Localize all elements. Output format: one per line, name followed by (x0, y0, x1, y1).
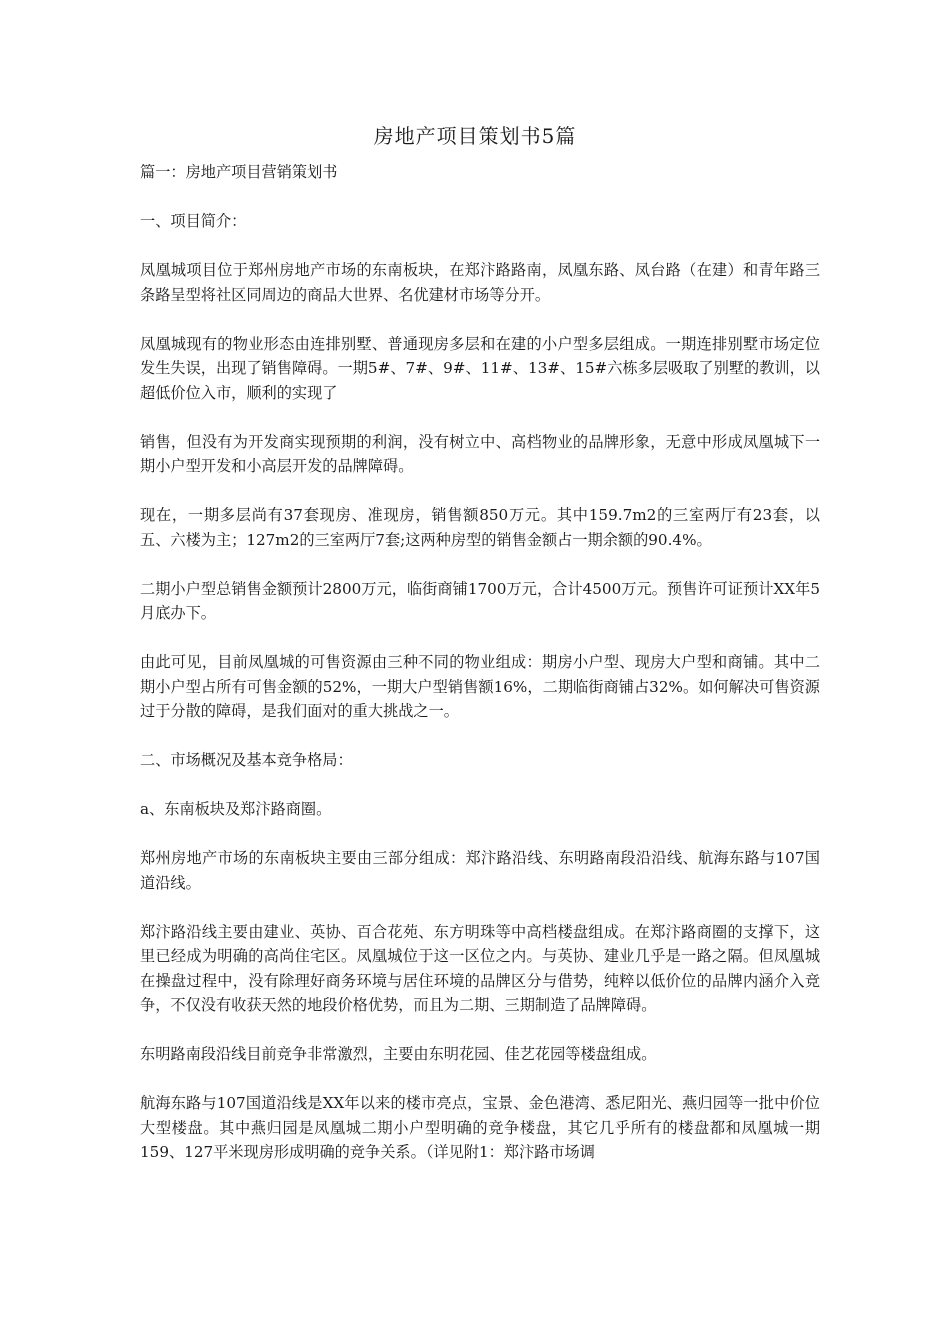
paragraph-zhengbian-road: 郑汴路沿线主要由建业、英协、百合花苑、东方明珠等中高档楼盘组成。在郑汴路商圈的支撑下，这里已经成为明确的高尚住宅区。凤凰城位于这一区位之内。与英协、建业几乎是一路之隔。但凤凰城在操盘过程中，没有除理好商务环境与居住环境的品牌区分与借势，纯粹以低价位的品牌内涵介入竞争，不仅没有收获天然的地段价格优势，而且为二期、三期制造了品牌障碍。 (140, 922, 820, 1014)
paragraph-phase-two: 二期小户型总销售金额预计2800万元，临街商铺1700万元，合计4500万元。预售许可证预计XX年5月底办下。 (140, 579, 820, 622)
paragraph-dongming-road: 东明路南段沿线目前竞争非常激烈，主要由东明花园、佳艺花园等楼盘组成。 (140, 1045, 657, 1063)
paragraph-sector-composition: 郑州房地产市场的东南板块主要由三部分组成：郑汴路沿线、东明路南段沿沿线、航海东路与107国道沿线。 (140, 849, 820, 892)
section-title-part-one: 篇一：房地产项目营销策划书 (140, 163, 338, 181)
paragraph-location: 凤凰城项目位于郑州房地产市场的东南板块，在郑汴路路南，凤凰东路、凤台路（在建）和青年路三条路呈型将社区同周边的商品大世界、名优建材市场等分开。 (140, 261, 820, 304)
paragraph-property-types: 凤凰城现有的物业形态由连排别墅、普通现房多层和在建的小户型多层组成。一期连排别墅市场定位发生失误，出现了销售障碍。一期5#、7#、9#、11#、13#、15#六栋多层吸取了别墅的教训，以超低价位入市，顺利的实现了 (140, 334, 820, 402)
paragraph-current-inventory: 现在，一期多层尚有37套现房、准现房，销售额850万元。其中159.7m2的三室两厅有23套，以五、六楼为主；127m2的三室两厅7套;这两种房型的销售金额占一期余额的90.4%。 (140, 506, 820, 549)
heading-market-overview: 二、市场概况及基本竞争格局： (140, 751, 353, 769)
paragraph-sales-result: 销售，但没有为开发商实现预期的利润，没有树立中、高档物业的品牌形象，无意中形成凤凰城下一期小户型开发和小高层开发的品牌障碍。 (140, 432, 820, 475)
paragraph-saleable-resources: 由此可见，目前凤凰城的可售资源由三种不同的物业组成：期房小户型、现房大户型和商铺。其中二期小户型占所有可售金额的52%，一期大户型销售额16%，二期临街商铺占32%。如何解决可售资源过于分散的障碍，是我们面对的重大挑战之一。 (140, 653, 820, 720)
document-title: 房地产项目策划书5篇 (373, 124, 577, 148)
paragraph-hanghai-road: 航海东路与107国道沿线是XX年以来的楼市亮点，宝景、金色港湾、悉尼阳光、燕归园等一批中价位大型楼盘。其中燕归园是凤凰城二期小户型明确的竞争楼盘，其它几乎所有的楼盘都和凤凰城一期159、127平米现房形成明确的竞争关系。（详见附1：郑汴路市场调 (140, 1094, 820, 1161)
heading-project-intro: 一、项目简介： (140, 212, 247, 230)
subheading-southeast-sector: a、东南板块及郑汴路商圈。 (140, 800, 332, 818)
document-body (140, 160, 820, 1189)
